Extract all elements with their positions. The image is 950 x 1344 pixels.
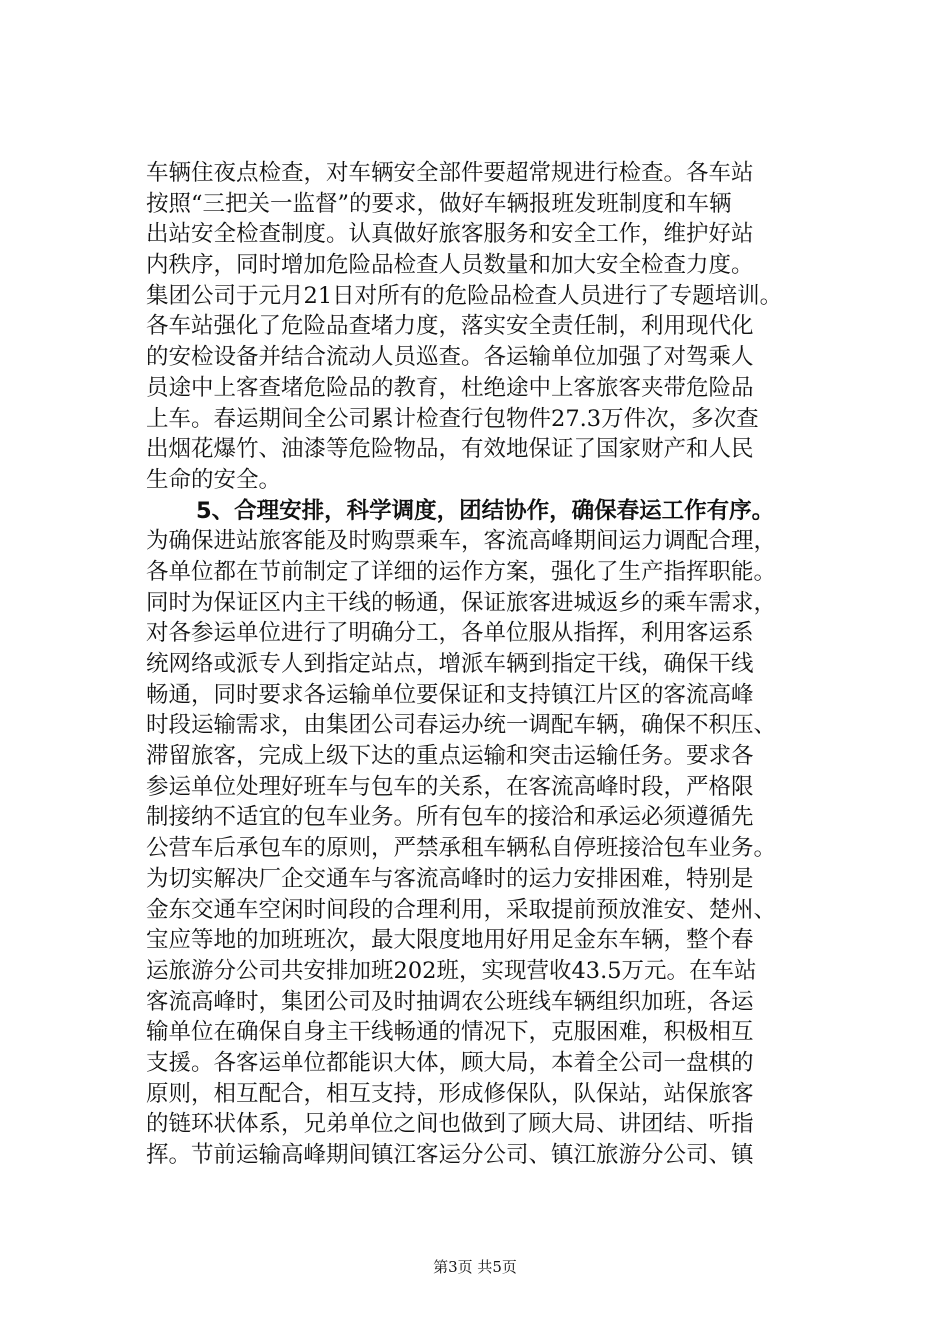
text-line: 集团公司于元月21日对所有的危险品检查人员进行了专题培训。 <box>146 282 783 309</box>
text-line: 挥。节前运输高峰期间镇江客运分公司、镇江旅游分公司、镇 <box>146 1142 754 1168</box>
text-line: 生命的安全。 <box>146 466 282 493</box>
text-line: 上车。春运期间全公司累计检查行包物件27.3万件次，多次查 <box>146 405 759 432</box>
text-line: 参运单位处理好班车与包车的关系，在客流高峰时段，严格限 <box>146 773 754 800</box>
text-line: 原则，相互配合，相互支持，形成修保队，队保站，站保旅客 <box>146 1080 754 1107</box>
text-line: 各单位都在节前制定了详细的运作方案，强化了生产指挥职能。 <box>146 558 777 585</box>
text-line: 统网络或派专人到指定站点，增派车辆到指定干线，确保干线 <box>146 651 754 677</box>
text-line: 制接纳不适宜的包车业务。所有包车的接洽和承运必须遵循先 <box>146 804 754 831</box>
section-heading: 5、合理安排，科学调度，团结协作，确保春运工作有序。 <box>196 497 775 524</box>
text-line: 金东交通车空闲时间段的合理利用，采取提前预放淮安、楚州、 <box>146 896 777 923</box>
text-line: 支援。各客运单位都能识大体，顾大局，本着全公司一盘棋的 <box>146 1049 754 1076</box>
text-line: 为确保进站旅客能及时购票乘车，客流高峰期间运力调配合理， <box>146 528 777 555</box>
text-line: 公营车后承包车的原则，严禁承租车辆私自停班接洽包车业务。 <box>146 835 777 862</box>
text-line: 各车站强化了危险品查堵力度，落实安全责任制，利用现代化 <box>146 313 754 340</box>
text-line: 出站安全检查制度。认真做好旅客服务和安全工作，维护好站 <box>146 221 754 248</box>
text-line: 为切实解决厂企交通车与客流高峰时的运力安排困难，特别是 <box>146 865 754 892</box>
text-line: 运旅游分公司共安排加班202班，实现营收43.5万元。在车站 <box>146 957 757 984</box>
text-line: 同时为保证区内主干线的畅通，保证旅客进城返乡的乘车需求， <box>146 589 777 616</box>
text-line: 畅通，同时要求各运输单位要保证和支持镇江片区的客流高峰 <box>146 681 754 708</box>
body-text <box>146 158 846 1171</box>
page-number-footer: 第3页 共5页 <box>433 1258 517 1276</box>
text-line: 出烟花爆竹、油漆等危险物品，有效地保证了国家财产和人民 <box>146 436 754 463</box>
text-line: 车辆住夜点检查，对车辆安全部件要超常规进行检查。各车站 <box>146 160 754 186</box>
text-line: 的链环状体系，兄弟单位之间也做到了顾大局、讲团结、听指 <box>146 1111 754 1138</box>
text-line: 对各参运单位进行了明确分工，各单位服从指挥，利用客运系 <box>146 620 754 647</box>
text-line: 输单位在确保自身主干线畅通的情况下，克服困难，积极相互 <box>146 1019 754 1046</box>
text-line: 的安检设备并结合流动人员巡查。各运输单位加强了对驾乘人 <box>146 344 754 371</box>
text-line: 滞留旅客，完成上级下达的重点运输和突击运输任务。要求各 <box>146 743 754 770</box>
text-line: 按照“三把关一监督”的要求，做好车辆报班发班制度和车辆 <box>146 190 732 217</box>
text-line: 时段运输需求，由集团公司春运办统一调配车辆，确保不积压、 <box>146 712 777 739</box>
text-line: 内秩序，同时增加危险品检查人员数量和加大安全检查力度。 <box>146 252 754 279</box>
text-line: 宝应等地的加班班次，最大限度地用好用足金东车辆，整个春 <box>146 927 754 954</box>
text-line: 员途中上客查堵危险品的教育，杜绝途中上客旅客夹带危险品 <box>146 374 754 401</box>
text-line: 客流高峰时，集团公司及时抽调农公班线车辆组织加班，各运 <box>146 988 754 1015</box>
